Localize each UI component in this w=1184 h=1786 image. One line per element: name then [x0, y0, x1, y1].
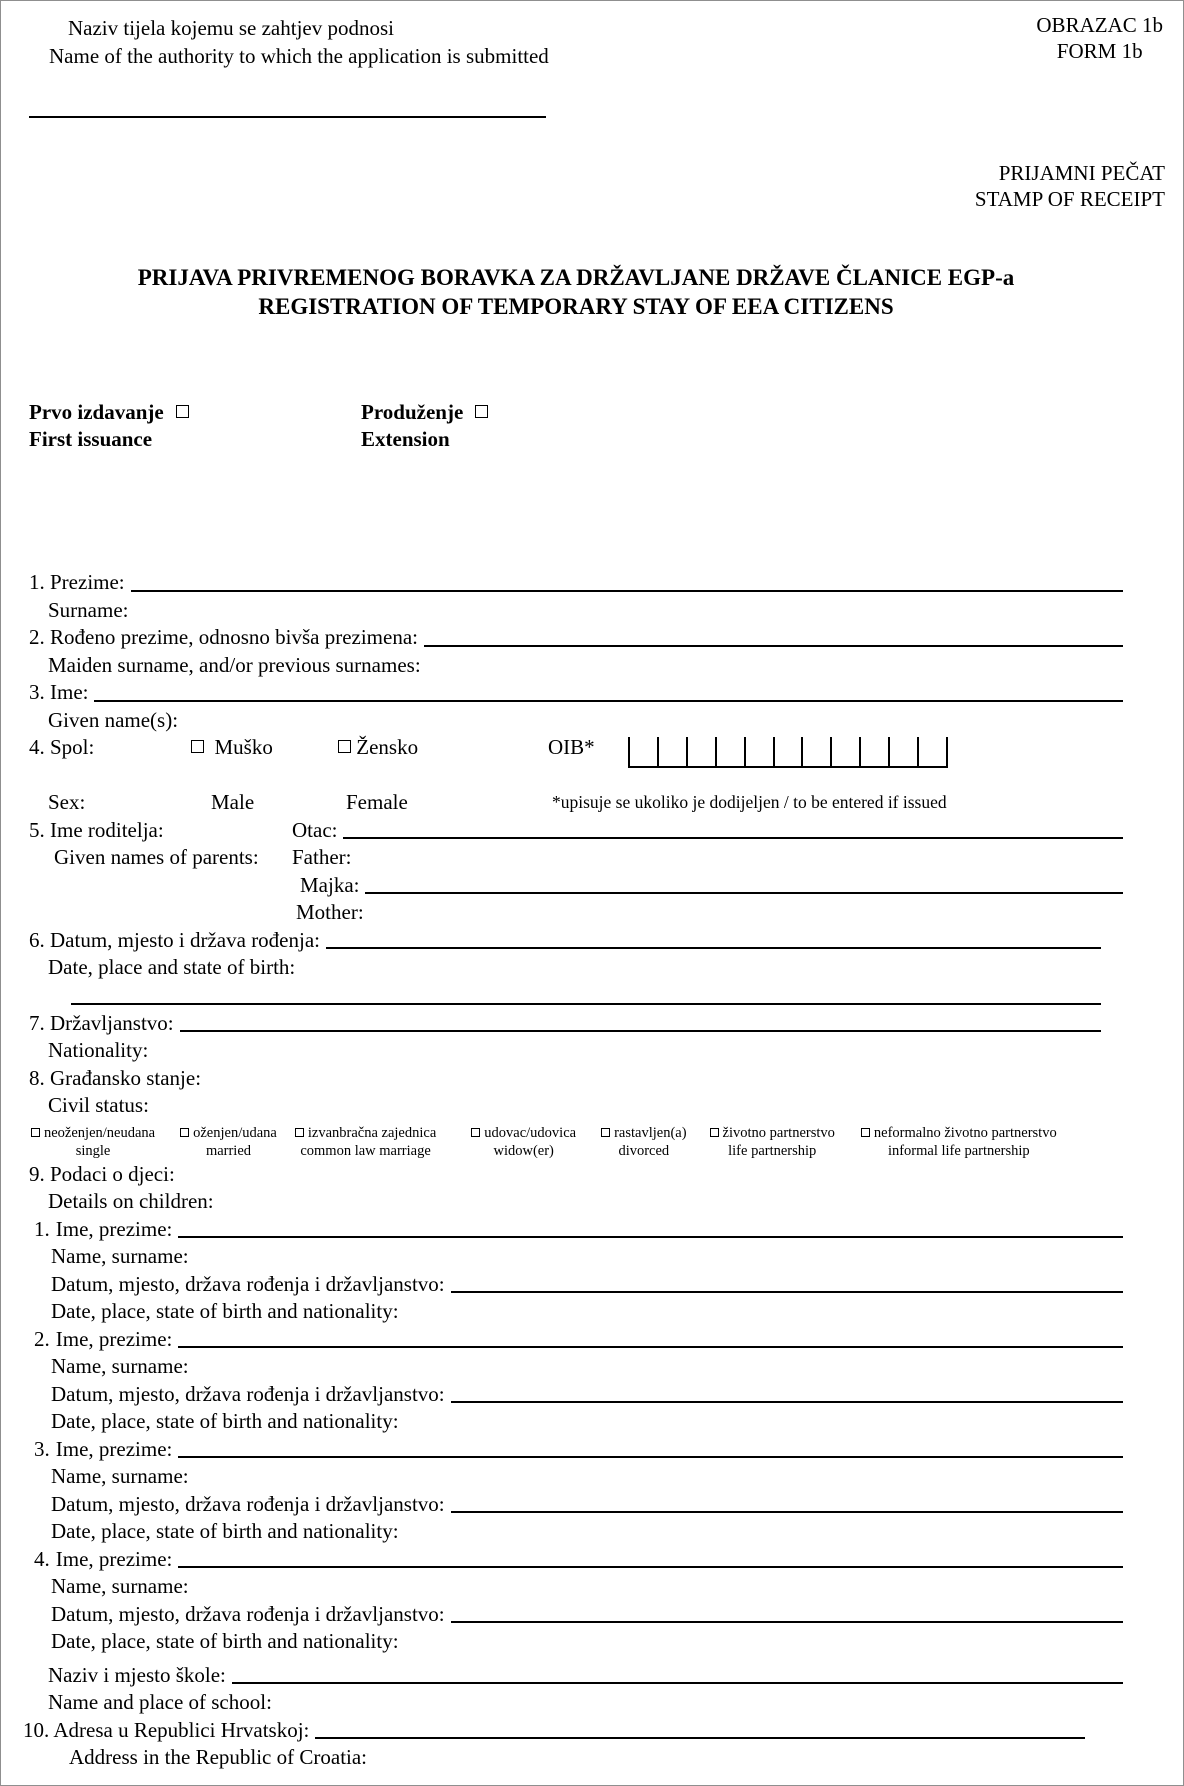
child-name-fill-line[interactable]	[178, 1456, 1123, 1458]
civil-option-married	[180, 1124, 277, 1161]
birth-continuation-line[interactable]	[71, 1003, 1101, 1005]
child-name-fill-line[interactable]	[178, 1566, 1123, 1568]
child-birth-label-hr: Datum, mjesto, država rođenja i državljanstvo:	[51, 1601, 445, 1626]
common-law-checkbox[interactable]	[295, 1128, 304, 1137]
civil-option-single	[31, 1124, 155, 1161]
first-issuance-label-hr: Prvo izdavanje	[29, 400, 164, 424]
widow-checkbox[interactable]	[471, 1128, 480, 1137]
widow-label-en: widow(er)	[493, 1143, 554, 1159]
child-birth-label-en: Date, place, state of birth and nationality:	[51, 1629, 399, 1653]
address-label-en: Address in the Republic of Croatia:	[69, 1745, 368, 1769]
male-option	[191, 734, 338, 762]
father-label-en: Father:	[292, 845, 352, 869]
surname-label-hr: 1. Prezime:	[29, 570, 125, 594]
given-name-label-hr: 3. Ime:	[29, 680, 89, 704]
child-birth-fill-line[interactable]	[451, 1291, 1123, 1293]
parents-label-en: Given names of parents:	[54, 845, 259, 869]
civil-option-widow	[471, 1124, 576, 1161]
sex-oib-row	[29, 734, 1123, 762]
authority-header	[29, 15, 1123, 70]
divorced-label-en: divorced	[618, 1143, 670, 1159]
stamp-label-hr: PRIJAMNI PEČAT	[998, 161, 1165, 185]
form-code-en: FORM 1b	[1056, 38, 1143, 63]
male-label-en: Male	[211, 790, 255, 814]
school-label-en: Name and place of school:	[48, 1690, 272, 1714]
civil-status-label-en: Civil status:	[48, 1093, 149, 1117]
child-name-label-en: Name, surname:	[51, 1244, 189, 1268]
child-row	[29, 1436, 1123, 1464]
female-checkbox[interactable]	[338, 740, 351, 753]
child-name-label-hr: Ime, prezime:	[55, 1216, 173, 1241]
common-law-label-hr: izvanbračna zajednica	[307, 1124, 437, 1141]
child-name-label-en: Name, surname:	[51, 1464, 189, 1488]
issuance-section	[29, 399, 1123, 453]
stamp-of-receipt	[975, 161, 1165, 212]
child-birth-fill-line[interactable]	[451, 1621, 1123, 1623]
child-birth-label-en: Date, place, state of birth and nationality:	[51, 1409, 399, 1433]
child-number: 3.	[34, 1436, 50, 1461]
female-option	[338, 734, 548, 762]
mother-label-en: Mother:	[296, 900, 364, 924]
sex-english-row	[29, 789, 1123, 817]
divorced-checkbox[interactable]	[601, 1128, 610, 1137]
child-birth-fill-line[interactable]	[451, 1401, 1123, 1403]
given-name-fill-line[interactable]	[94, 700, 1123, 702]
life-partnership-label-hr: životno partnerstvo	[722, 1124, 835, 1141]
extension-option	[361, 399, 488, 453]
stamp-label-en: STAMP OF RECEIPT	[974, 186, 1165, 211]
school-label-hr: Naziv i mjesto škole:	[48, 1662, 226, 1687]
form-title-hr: PRIJAVA PRIVREMENOG BORAVKA ZA DRŽAVLJANE DRŽAVE ČLANICE EGP-a	[137, 265, 1015, 290]
sex-label-hr: 4. Spol:	[29, 735, 95, 759]
child-number: 1.	[34, 1216, 50, 1241]
child-row	[29, 1326, 1123, 1354]
civil-status-options	[29, 1124, 1123, 1161]
married-label-hr: oženjen/udana	[193, 1124, 277, 1141]
child-name-label-en: Name, surname:	[51, 1354, 189, 1378]
mother-fill-line[interactable]	[365, 892, 1123, 894]
nationality-fill-line[interactable]	[180, 1030, 1101, 1032]
father-fill-line[interactable]	[343, 837, 1123, 839]
child-row	[29, 1546, 1123, 1574]
child-number: 2.	[34, 1326, 50, 1351]
address-fill-line[interactable]	[315, 1737, 1085, 1739]
form-body	[23, 569, 1123, 1772]
school-fill-line[interactable]	[232, 1682, 1123, 1684]
child-birth-label-hr: Datum, mjesto, država rođenja i državljanstvo:	[51, 1271, 445, 1296]
birth-fill-line[interactable]	[326, 947, 1101, 949]
child-name-label-en: Name, surname:	[51, 1574, 189, 1598]
address-label-hr: 10. Adresa u Republici Hrvatskoj:	[23, 1717, 310, 1742]
nationality-label-en: Nationality:	[48, 1038, 149, 1062]
child-birth-label-en: Date, place, state of birth and nationality:	[51, 1299, 399, 1323]
oib-label: OIB*	[548, 735, 595, 759]
child-birth-label-hr: Datum, mjesto, država rođenja i državljanstvo:	[51, 1491, 445, 1516]
children-label-en: Details on children:	[48, 1189, 214, 1213]
civil-option-life-partnership	[710, 1124, 835, 1161]
form-code	[1036, 13, 1163, 64]
surname-fill-line[interactable]	[131, 590, 1123, 592]
first-issuance-label-en: First issuance	[29, 427, 153, 451]
life-partnership-label-en: life partnership	[728, 1143, 817, 1159]
maiden-surname-label-hr: 2. Rođeno prezime, odnosno bivša prezimena:	[29, 625, 418, 649]
father-label-hr: Otac:	[292, 817, 338, 842]
authority-label-en: Name of the authority to which the application is submitted	[49, 43, 549, 68]
civil-option-common-law	[295, 1124, 436, 1161]
child-birth-fill-line[interactable]	[451, 1511, 1123, 1513]
male-label-hr: Muško	[214, 735, 273, 759]
single-label-hr: neoženjen/neudana	[44, 1124, 156, 1141]
child-birth-label-hr: Datum, mjesto, država rođenja i državljanstvo:	[51, 1381, 445, 1406]
form-title	[29, 263, 1123, 321]
mother-label-hr: Majka:	[300, 872, 360, 897]
civil-option-informal-partnership	[861, 1124, 1057, 1161]
extension-checkbox[interactable]	[475, 405, 488, 418]
female-label-hr: Žensko	[356, 735, 419, 759]
widow-label-hr: udovac/udovica	[484, 1124, 577, 1141]
married-checkbox[interactable]	[180, 1128, 189, 1137]
first-issuance-option	[29, 399, 361, 453]
informal-partnership-label-hr: neformalno životno partnerstvo	[873, 1124, 1057, 1141]
parents-label-hr: 5. Ime roditelja:	[29, 817, 164, 842]
sex-label-en: Sex:	[48, 790, 86, 814]
extension-label-en: Extension	[361, 427, 450, 451]
oib-note: *upisuje se ukoliko je dodijeljen / to be entered if issued	[552, 792, 947, 812]
life-partnership-checkbox[interactable]	[710, 1128, 719, 1137]
form-title-en: REGISTRATION OF TEMPORARY STAY OF EEA CITIZENS	[258, 294, 894, 319]
informal-partnership-label-en: informal life partnership	[887, 1143, 1030, 1159]
child-birth-label-en: Date, place, state of birth and nationality:	[51, 1519, 399, 1543]
divorced-label-hr: rastavljen(a)	[614, 1124, 687, 1141]
surname-label-en: Surname:	[48, 597, 129, 622]
civil-option-divorced	[601, 1124, 686, 1161]
child-number: 4.	[34, 1546, 50, 1571]
child-row	[29, 1216, 1123, 1244]
extension-label-hr: Produženje	[361, 400, 464, 424]
maiden-surname-fill-line[interactable]	[424, 645, 1123, 647]
male-checkbox[interactable]	[191, 740, 204, 753]
married-label-en: married	[205, 1143, 252, 1159]
authority-fill-line[interactable]	[29, 116, 546, 118]
child-name-label-hr: Ime, prezime:	[55, 1436, 173, 1461]
form-code-hr: OBRAZAC 1b	[1036, 13, 1163, 37]
given-name-label-en: Given name(s):	[48, 707, 179, 732]
child-name-fill-line[interactable]	[178, 1346, 1123, 1348]
female-label-en: Female	[346, 790, 408, 814]
child-name-label-hr: Ime, prezime:	[55, 1326, 173, 1351]
single-label-en: single	[75, 1143, 111, 1159]
nationality-label-hr: 7. Državljanstvo:	[29, 1010, 174, 1035]
maiden-surname-label-en: Maiden surname, and/or previous surnames:	[48, 652, 421, 677]
birth-label-en: Date, place and state of birth:	[48, 955, 296, 979]
birth-label-hr: 6. Datum, mjesto i država rođenja:	[29, 927, 320, 952]
single-checkbox[interactable]	[31, 1128, 40, 1137]
first-issuance-checkbox[interactable]	[176, 405, 189, 418]
informal-partnership-checkbox[interactable]	[861, 1128, 870, 1137]
child-name-fill-line[interactable]	[178, 1236, 1123, 1238]
authority-label-hr: Naziv tijela kojemu se zahtjev podnosi	[68, 16, 394, 40]
civil-status-label-hr: 8. Građansko stanje:	[29, 1065, 202, 1090]
child-name-label-hr: Ime, prezime:	[55, 1546, 173, 1571]
oib-digit-boxes[interactable]	[628, 737, 948, 768]
common-law-label-en: common law marriage	[300, 1143, 431, 1159]
children-label-hr: 9. Podaci o djeci:	[29, 1161, 175, 1186]
